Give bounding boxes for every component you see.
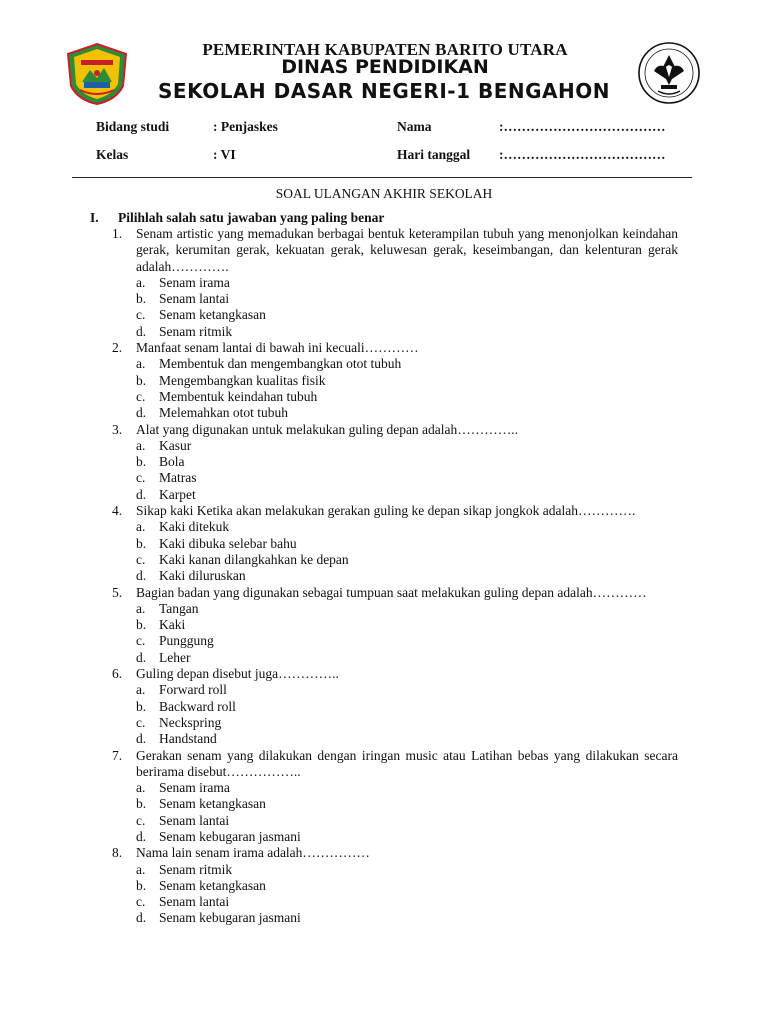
option-letter: c. <box>136 551 146 567</box>
option-letter: c. <box>136 894 146 910</box>
option-letter: b. <box>136 454 147 470</box>
answer-option <box>136 307 678 323</box>
option-letter: c. <box>136 812 146 828</box>
option-text: Senam irama <box>159 274 230 290</box>
answer-option <box>136 650 678 666</box>
option-letter: b. <box>136 877 147 893</box>
answer-option <box>136 731 678 747</box>
answer-option <box>136 389 678 405</box>
answer-option <box>136 715 678 731</box>
date-field: :……………………………… <box>499 147 666 162</box>
option-text: Leher <box>159 649 191 665</box>
question-text: Sikap kaki Ketika akan melakukan gerakan guling ke depan sikap jongkok adalah…………. <box>136 503 636 519</box>
question-item <box>112 422 678 503</box>
option-text: Senam ritmik <box>159 861 233 877</box>
question-item <box>112 666 678 747</box>
answer-option <box>136 291 678 307</box>
option-letter: a. <box>136 600 146 616</box>
answer-option <box>136 699 678 715</box>
answer-option <box>136 910 678 926</box>
option-text: Kaki <box>159 617 186 633</box>
option-text: Bola <box>159 454 185 470</box>
question-list <box>112 226 678 927</box>
answer-option <box>136 356 678 372</box>
question-text: Alat yang digunakan untuk melakukan guling depan adalah………….. <box>136 421 519 437</box>
option-text: Backward roll <box>159 698 236 714</box>
option-letter: d. <box>136 828 147 844</box>
option-letter: a. <box>136 861 146 877</box>
option-letter: d. <box>136 731 147 747</box>
answer-option <box>136 552 678 568</box>
section-number: I. <box>90 210 99 225</box>
exam-title: SOAL ULANGAN AKHIR SEKOLAH <box>275 186 493 201</box>
answer-option <box>136 601 678 617</box>
option-text: Mengembangkan kualitas fisik <box>159 372 326 388</box>
option-letter: c. <box>136 714 146 730</box>
option-text: Kaki dibuka selebar bahu <box>159 535 297 551</box>
name-label: Nama <box>397 119 432 134</box>
department-heading: DINAS PENDIDIKAN <box>281 56 489 78</box>
option-letter: c. <box>136 388 146 404</box>
option-letter: d. <box>136 649 147 665</box>
answer-option <box>136 438 678 454</box>
question-text: Guling depan disebut juga………….. <box>136 666 339 682</box>
answer-option <box>136 682 678 698</box>
answer-option <box>136 373 678 389</box>
question-item <box>112 748 678 846</box>
option-text: Membentuk keindahan tubuh <box>159 388 318 404</box>
question-number: 2. <box>112 340 123 356</box>
question-item <box>112 845 678 926</box>
answer-option <box>136 275 678 291</box>
question-text: Manfaat senam lantai di bawah ini kecuali………… <box>136 340 419 356</box>
answer-option <box>136 405 678 421</box>
option-letter: c. <box>136 633 146 649</box>
answer-option <box>136 324 678 340</box>
option-letter: b. <box>136 617 147 633</box>
option-letter: b. <box>136 698 147 714</box>
question-text: Nama lain senam irama adalah…………… <box>136 845 370 861</box>
option-letter: b. <box>136 291 147 307</box>
question-number: 6. <box>112 666 123 682</box>
option-letter: b. <box>136 535 147 551</box>
option-text: Handstand <box>159 731 217 747</box>
answer-option <box>136 633 678 649</box>
question-text: Senam artistic yang memadukan berbagai bentuk keterampilan tubuh yang menonjolkan keindahan gerak, kerumitan gerak, kekuatan gerak, keluwesan gerak, keseimbangan, dan kelenturan gerak adalah…………. <box>136 226 678 274</box>
class-value: : VI <box>213 147 236 162</box>
option-text: Kaki diluruskan <box>159 568 246 584</box>
option-text: Senam lantai <box>159 812 230 828</box>
option-letter: d. <box>136 486 147 502</box>
option-text: Karpet <box>159 486 196 502</box>
question-number: 8. <box>112 845 123 861</box>
regency-emblem-icon <box>66 42 128 106</box>
question-number: 3. <box>112 421 123 437</box>
question-text: Gerakan senam yang dilakukan dengan iringan music atau Latihan bebas yang dilakukan secara berirama disebut…………….. <box>136 747 678 779</box>
question-item <box>112 340 678 421</box>
subject-label: Bidang studi <box>96 119 170 134</box>
option-letter: c. <box>136 470 146 486</box>
answer-option <box>136 796 678 812</box>
question-number: 1. <box>112 226 123 241</box>
option-text: Neckspring <box>159 714 222 730</box>
answer-option <box>136 519 678 535</box>
answer-option <box>136 878 678 894</box>
question-number: 7. <box>112 747 123 763</box>
option-text: Senam irama <box>159 780 230 796</box>
answer-option <box>136 862 678 878</box>
option-text: Punggung <box>159 633 214 649</box>
option-letter: b. <box>136 796 147 812</box>
date-label: Hari tanggal <box>397 147 471 162</box>
answer-option <box>136 617 678 633</box>
answer-option <box>136 894 678 910</box>
government-heading: PEMERINTAH KABUPATEN BARITO UTARA <box>202 40 568 59</box>
school-name-heading: SEKOLAH DASAR NEGERI-1 BENGAHON <box>158 79 610 103</box>
option-text: Senam lantai <box>159 291 230 307</box>
option-text: Senam kebugaran jasmani <box>159 910 301 926</box>
answer-option <box>136 454 678 470</box>
option-text: Kaki kanan dilangkahkan ke depan <box>159 551 349 567</box>
option-text: Forward roll <box>159 682 227 698</box>
option-letter: d. <box>136 323 147 339</box>
answer-option <box>136 780 678 796</box>
option-letter: b. <box>136 372 147 388</box>
answer-option <box>136 568 678 584</box>
answer-option <box>136 829 678 845</box>
option-letter: a. <box>136 519 146 535</box>
answer-option <box>136 536 678 552</box>
option-text: Senam ritmik <box>159 323 233 339</box>
option-text: Senam ketangkasan <box>159 796 266 812</box>
option-text: Melemahkan otot tubuh <box>159 405 288 421</box>
option-letter: c. <box>136 307 146 323</box>
option-text: Matras <box>159 470 197 486</box>
question-item <box>112 585 678 666</box>
option-letter: d. <box>136 405 147 421</box>
option-text: Senam ketangkasan <box>159 877 266 893</box>
answer-option <box>136 813 678 829</box>
section-instruction: Pilihlah salah satu jawaban yang paling benar <box>118 210 385 225</box>
question-item <box>112 226 678 340</box>
option-letter: d. <box>136 910 147 926</box>
question-item <box>112 503 678 584</box>
option-letter: d. <box>136 568 147 584</box>
answer-option <box>136 487 678 503</box>
question-number: 4. <box>112 503 123 519</box>
name-field: :……………………………… <box>499 119 666 134</box>
option-letter: a. <box>136 780 146 796</box>
question-number: 5. <box>112 584 123 600</box>
tut-wuri-handayani-logo-icon <box>636 41 702 105</box>
option-letter: a. <box>136 274 146 290</box>
option-text: Kasur <box>159 437 192 453</box>
option-text: Kaki ditekuk <box>159 519 230 535</box>
option-text: Senam lantai <box>159 894 230 910</box>
option-letter: a. <box>136 682 146 698</box>
subject-value: : Penjaskes <box>213 119 278 134</box>
class-label: Kelas <box>96 147 129 162</box>
question-text: Bagian badan yang digunakan sebagai tumpuan saat melakukan guling depan adalah………… <box>136 584 647 600</box>
option-text: Senam kebugaran jasmani <box>159 828 301 844</box>
option-letter: a. <box>136 437 146 453</box>
option-letter: a. <box>136 356 146 372</box>
option-text: Membentuk dan mengembangkan otot tubuh <box>159 356 402 372</box>
header-divider <box>72 177 692 178</box>
option-text: Tangan <box>159 600 199 616</box>
answer-option <box>136 470 678 486</box>
option-text: Senam ketangkasan <box>159 307 266 323</box>
